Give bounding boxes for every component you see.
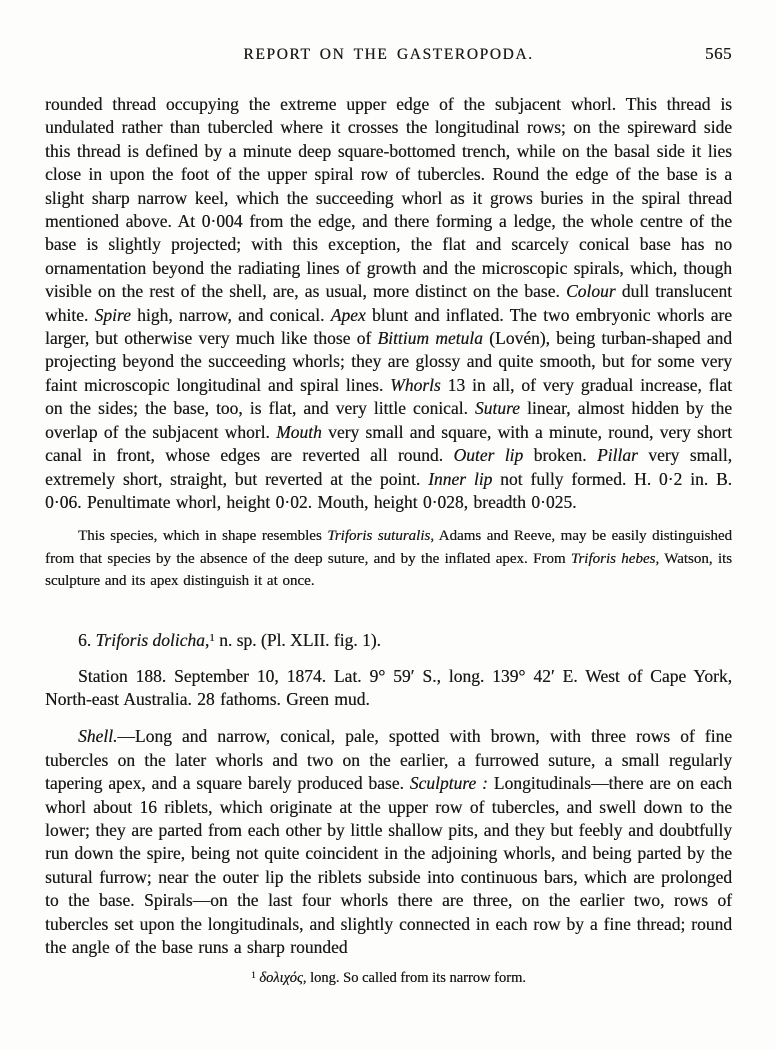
text-column [45, 0, 732, 989]
station-paragraph: Station 188. September 10, 1874. Lat. 9° 59′ S., long. 139° 42′ E. West of Cape York, North-east Australia. 28 fathoms. Green mud. [45, 665, 732, 710]
remark-paragraph: This species, which in shape resembles Triforis suturalis, Adams and Reeve, may be easily distinguished from that species by the absence of the deep suture, and by the inflated apex. From Triforis hebes, Watson, its sculpture and its apex distinguish it at once. [45, 528, 733, 589]
shell-description-paragraph: Shell.—Long and narrow, conical, pale, spotted with brown, with three rows of fine tubercles on the later whorls and two on the earlier, a furrowed suture, a small regularly tapering apex, and a square barely produced base. Sculpture : Longitudinals—there are on each whorl about 16 riblets, which originate at the upper row of tubercles, and swell down to the lower; they are parted from each other by little shallow pits, and they but feebly and doubtfully run down the spire, being not quite coincident in the adjoining whorls, and being parted by the sutural furrow; near the outer lip the riblets subside into continuous bars, which are prolonged to the base. Spirals—on the last four whorls there are three, on the earlier two, rows of tubercles set upon the longitudinals, and slightly connected in each row by a fine thread; round the angle of the base runs a sharp rounded [45, 726, 732, 958]
page-header [45, 46, 732, 66]
species-heading: 6. Triforis dolicha,$^1$ n. sp. (Pl. XLII. fig. 1). [78, 630, 381, 651]
continuation-paragraph: rounded thread occupying the extreme upper edge of the subjacent whorl. This thread is undulated rather than tubercled where it crosses the longitudinal rows; on the spireward side this thread is defined by a minute deep square-bottomed trench, while on the basal side it lies close in upon the foot of the upper spiral row of tubercles. Round the edge of the base is a slight sharp narrow keel, which the succeeding whorl as it grows buries in the spiral thread mentioned above. At 0·004 from the edge, and there forming a ledge, the whole centre of the base is slightly projected; with this exception, the flat and scarcely conical base has no ornamentation beyond the radiating lines of growth and the microscopic spirals, which, though visible on the rest of the shell, are, as usual, more distinct on the base. Colour dull translucent white. Spire high, narrow, and conical. Apex blunt and inflated. The two embryonic whorls are larger, but otherwise very much like those of Bittium metula (Lovén), being turban-shaped and projecting beyond the succeeding whorls; they are glossy and quite smooth, but for some very faint microscopic longitudinal and spiral lines. Whorls 13 in all, of very gradual increase, flat on the sides; the base, too, is flat, and very little conical. Suture linear, almost hidden by the overlap of the subjacent whorl. Mouth very small and square, with a minute, round, very short canal in front, whose edges are reverted all round. Outer lip broken. Pillar very small, extremely short, straight, but reverted at the point. Inner lip not fully formed. H. 0·2 in. B. 0·06. Penultimate whorl, height 0·02. Mouth, height 0·028, breadth 0·025. [45, 94, 733, 512]
running-head: REPORT ON THE GASTEROPODA. [243, 46, 534, 63]
footnote: $^1$ δολιχός, long. So called from its narrow form. [251, 970, 526, 987]
page-number: 565 [705, 44, 732, 63]
